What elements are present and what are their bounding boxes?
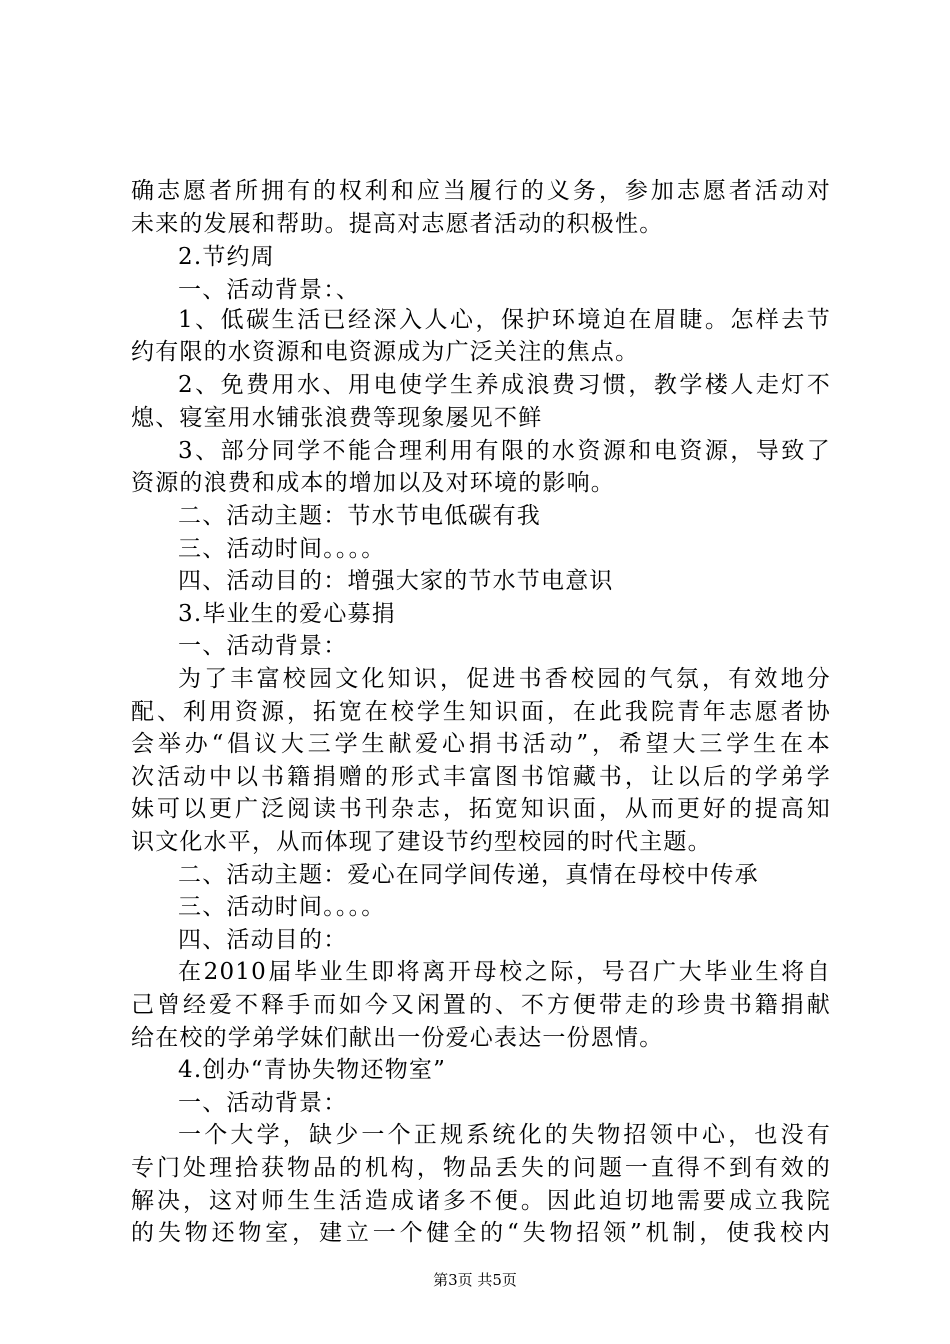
- subsection-heading: 一、活动背景：: [178, 1090, 348, 1116]
- text-line: 3、部分同学不能合理利用有限的水资源和电资源，导致了: [178, 438, 831, 464]
- text-line: 配、利用资源，拓宽在校学生知识面，在此我院青年志愿者协: [131, 699, 831, 725]
- subsection-heading: 四、活动目的：: [178, 927, 348, 953]
- text-line: 熄、寝室用水铺张浪费等现象屡见不鲜: [131, 405, 543, 431]
- section-heading: 3.毕业生的爱心募捐: [178, 601, 396, 627]
- text-line: 专门处理拾获物品的机构，物品丢失的问题一直得不到有效的: [131, 1155, 831, 1181]
- subsection-heading: 四、活动目的：增强大家的节水节电意识: [178, 568, 614, 594]
- text-line: 会举办“倡议大三学生献爱心捐书活动”，希望大三学生在本: [131, 731, 831, 757]
- subsection-heading: 一、活动背景：、: [178, 277, 361, 303]
- page-number-footer: 第3页 共5页: [433, 1271, 517, 1289]
- text-line: 2、免费用水、用电使学生养成浪费习惯，教学楼人走灯不: [178, 372, 831, 398]
- text-line: 1、低碳生活已经深入人心，保护环境迫在眉睫。怎样去节: [178, 307, 831, 333]
- subsection-heading: 一、活动背景：: [178, 633, 348, 659]
- subsection-heading: 三、活动时间。。。。: [178, 536, 386, 562]
- text-line: 资源的浪费和成本的增加以及对环境的影响。: [131, 470, 615, 496]
- section-heading: 2.节约周: [178, 244, 275, 270]
- subsection-heading: 二、活动主题：爱心在同学间传递，真情在母校中传承: [178, 862, 759, 888]
- subsection-heading: 三、活动时间。。。。: [178, 894, 386, 920]
- text-line: 约有限的水资源和电资源成为广泛关注的焦点。: [131, 339, 640, 365]
- subsection-heading: 二、活动主题：节水节电低碳有我: [178, 503, 541, 529]
- text-line: 识文化水平，从而体现了建设节约型校园的时代主题。: [131, 829, 712, 855]
- text-line: 在2010届毕业生即将离开母校之际，号召广大毕业生将自: [178, 959, 831, 985]
- text-line: 未来的发展和帮助。提高对志愿者活动的积极性。: [131, 211, 664, 237]
- text-line: 妹可以更广泛阅读书刊杂志，拓宽知识面，从而更好的提高知: [131, 796, 831, 822]
- text-line: 次活动中以书籍捐赠的形式丰富图书馆藏书，让以后的学弟学: [131, 764, 831, 790]
- text-line: 的失物还物室，建立一个健全的“失物招领”机制，使我校内: [131, 1220, 831, 1246]
- text-line: 解决，这对师生生活造成诸多不便。因此迫切地需要成立我院: [131, 1188, 831, 1214]
- text-line: 为了丰富校园文化知识，促进书香校园的气氛，有效地分: [178, 666, 831, 692]
- text-line: 己曾经爱不释手而如今又闲置的、不方便带走的珍贵书籍捐献: [131, 992, 831, 1018]
- text-line: 给在校的学弟学妹们献出一份爱心表达一份恩情。: [131, 1025, 664, 1051]
- text-line: 一个大学，缺少一个正规系统化的失物招领中心，也没有: [178, 1122, 831, 1148]
- text-line: 确志愿者所拥有的权利和应当履行的义务，参加志愿者活动对: [131, 178, 831, 204]
- section-heading: 4.创办“青协失物还物室”: [178, 1057, 447, 1083]
